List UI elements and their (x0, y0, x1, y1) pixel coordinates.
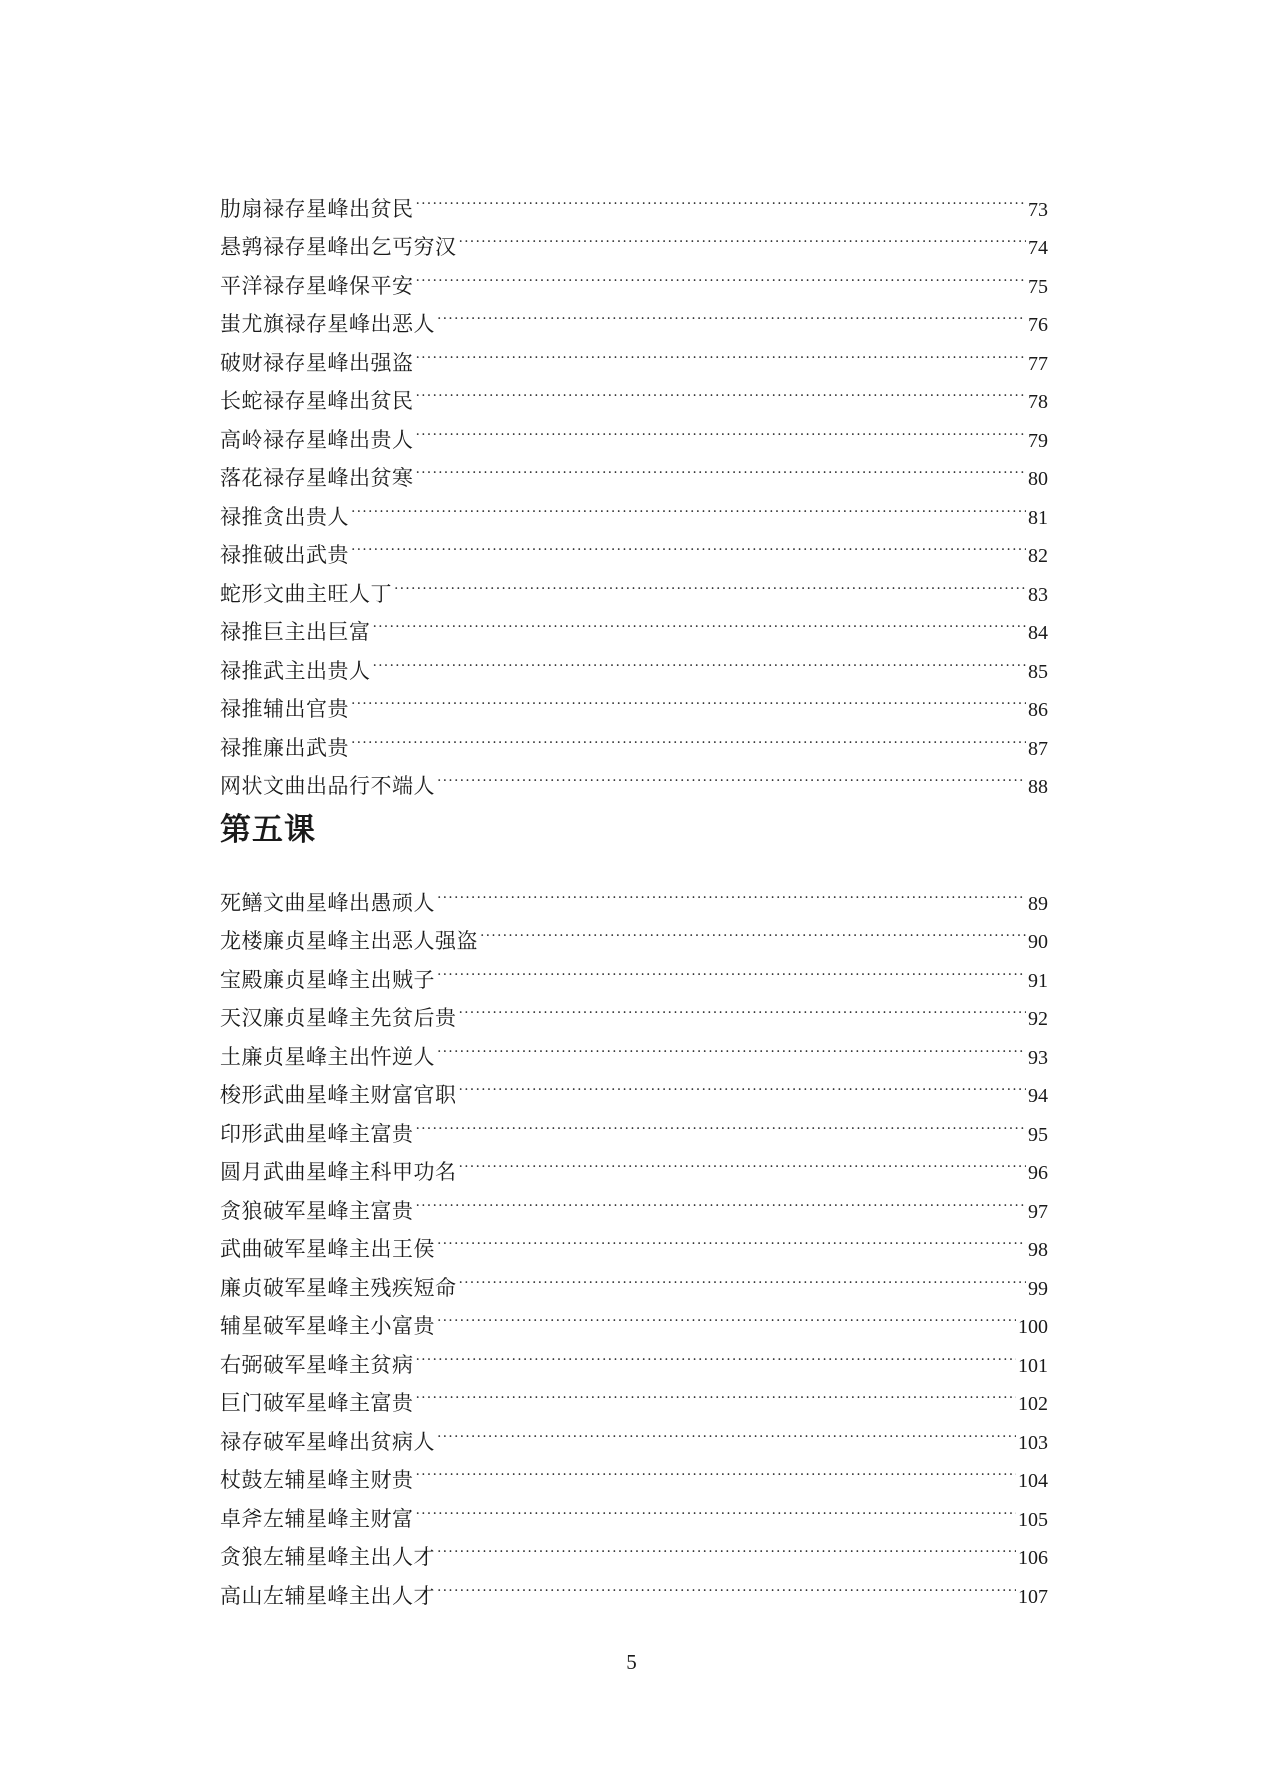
toc-entry[interactable] (220, 871, 1048, 915)
toc-entry-page-number: 87 (1028, 737, 1048, 760)
toc-entry-title: 辅星破军星峰主小富贵 (220, 1314, 435, 1338)
toc-entry-title: 长蛇禄存星峰出贫民 (220, 389, 414, 413)
toc-entry-title: 网状文曲出品行不端人 (220, 774, 435, 798)
toc-entry-page-number: 79 (1028, 429, 1048, 452)
toc-entry-title: 禄推巨主出巨富 (220, 620, 371, 644)
toc-entry-page-number: 106 (1018, 1547, 1048, 1569)
toc-entry-page-number: 104 (1018, 1470, 1048, 1492)
toc-entry-title: 禄推辅出官贵 (220, 697, 349, 721)
dot-leader (373, 601, 1027, 640)
toc-entry-page-number: 95 (1028, 1123, 1048, 1146)
page-number: 5 (626, 1650, 637, 1674)
toc-entry-page-number: 98 (1028, 1239, 1048, 1261)
dot-leader (416, 370, 1027, 409)
toc-entry-page-number: 73 (1028, 198, 1048, 221)
toc-entry-title: 贪狼破军星峰主富贵 (220, 1198, 414, 1223)
toc-entry-page-number: 75 (1028, 275, 1048, 298)
dot-leader (416, 254, 1027, 293)
toc-entry-page-number: 99 (1028, 1277, 1048, 1300)
dot-leader (459, 1064, 1027, 1103)
dot-leader (416, 1333, 1017, 1372)
toc-entry[interactable] (220, 177, 1048, 221)
dot-leader (437, 1564, 1016, 1603)
toc-entry-page-number: 84 (1028, 622, 1048, 644)
toc-entry-page-number: 77 (1028, 352, 1048, 375)
toc-entry-page-number: 76 (1028, 314, 1048, 336)
toc-entry-page-number: 81 (1028, 506, 1048, 529)
toc-entry-title: 武曲破军星峰主出王侯 (220, 1237, 435, 1261)
dot-leader (351, 485, 1026, 524)
dot-leader (437, 948, 1026, 987)
dot-leader (373, 639, 1027, 678)
dot-leader (416, 177, 1027, 216)
dot-leader (437, 755, 1026, 794)
toc-entry-page-number: 89 (1028, 892, 1048, 915)
dot-leader (437, 293, 1026, 332)
toc-entry-title: 死鳝文曲星峰出愚顽人 (220, 890, 435, 915)
dot-leader (351, 716, 1026, 755)
dot-leader (437, 1295, 1016, 1334)
toc-entry-title: 落花禄存星峰出贫寒 (220, 466, 414, 490)
toc-entry-title: 卓斧左辅星峰主财富 (220, 1506, 414, 1531)
dot-leader (459, 1256, 1027, 1295)
toc-entry-page-number: 96 (1028, 1162, 1048, 1184)
toc-entry-page-number: 93 (1028, 1046, 1048, 1069)
toc-entry-title: 印形武曲星峰主富贵 (220, 1121, 414, 1146)
toc-entry-page-number: 88 (1028, 776, 1048, 798)
toc-entry-title: 巨门破军星峰主富贵 (220, 1391, 414, 1415)
dot-leader (459, 987, 1027, 1026)
toc-entry-title: 禄推贪出贵人 (220, 504, 349, 529)
dot-leader (437, 1218, 1026, 1257)
toc-entry-page-number: 83 (1028, 583, 1048, 606)
toc-entry-title: 天汉廉贞星峰主先贫后贵 (220, 1006, 457, 1030)
dot-leader (437, 1025, 1026, 1064)
toc-entry-title: 杖鼓左辅星峰主财贵 (220, 1468, 414, 1492)
toc-entry-title: 禄推破出武贵 (220, 543, 349, 567)
toc-entry-title: 禄存破军星峰出贫病人 (220, 1429, 435, 1454)
dot-leader (459, 216, 1027, 255)
dot-leader (416, 1102, 1027, 1141)
dot-leader (416, 1487, 1017, 1526)
toc-entry-page-number: 100 (1018, 1316, 1048, 1338)
dot-leader (437, 871, 1026, 910)
toc-entry-title: 右弼破军星峰主贫病 (220, 1352, 414, 1377)
toc-entry-page-number: 82 (1028, 545, 1048, 567)
dot-leader (351, 524, 1026, 563)
toc-entry-title: 圆月武曲星峰主科甲功名 (220, 1160, 457, 1184)
toc-entry-title: 禄推廉出武贵 (220, 735, 349, 760)
toc-entry-title: 禄推武主出贵人 (220, 658, 371, 683)
toc-entry-title: 梭形武曲星峰主财富官职 (220, 1083, 457, 1107)
toc-entry-page-number: 90 (1028, 931, 1048, 953)
toc-entry-page-number: 97 (1028, 1200, 1048, 1223)
toc-entry-title: 龙楼廉贞星峰主出恶人强盗 (220, 929, 478, 953)
toc-entry-page-number: 101 (1018, 1354, 1048, 1377)
toc-entry-page-number: 86 (1028, 699, 1048, 721)
toc-entry-title: 悬鹑禄存星峰出乞丐穷汉 (220, 235, 457, 259)
toc-entry-title: 土廉贞星峰主出忤逆人 (220, 1044, 435, 1069)
toc-entry-title: 廉贞破军星峰主残疾短命 (220, 1275, 457, 1300)
dot-leader (416, 1179, 1027, 1218)
toc-entry-page-number: 78 (1028, 391, 1048, 413)
toc-entry-page-number: 91 (1028, 969, 1048, 992)
dot-leader (416, 408, 1027, 447)
dot-leader (416, 1449, 1017, 1488)
section-heading: 第五课 (220, 812, 316, 848)
dot-leader (394, 562, 1026, 601)
dot-leader (416, 1372, 1017, 1411)
dot-leader (416, 331, 1027, 370)
toc-entry-page-number: 105 (1018, 1508, 1048, 1531)
toc-entry-title: 蚩尤旗禄存星峰出恶人 (220, 312, 435, 336)
toc-entry-page-number: 80 (1028, 468, 1048, 490)
toc-entry-title: 贪狼左辅星峰主出人才 (220, 1545, 435, 1569)
toc-entry-title: 平洋禄存星峰保平安 (220, 273, 414, 298)
dot-leader (437, 1410, 1016, 1449)
dot-leader (416, 447, 1027, 486)
toc-list-part-2 (220, 871, 1048, 1608)
toc-entry-page-number: 74 (1028, 237, 1048, 259)
toc-entry-page-number: 85 (1028, 660, 1048, 683)
toc-entry-title: 宝殿廉贞星峰主出贼子 (220, 967, 435, 992)
toc-entry-title: 高山左辅星峰主出人才 (220, 1583, 435, 1608)
toc-entry-page-number: 102 (1018, 1393, 1048, 1415)
toc-entry-page-number: 107 (1018, 1585, 1048, 1608)
dot-leader (459, 1141, 1027, 1180)
toc-entry-title: 肋扇禄存星峰出贫民 (220, 196, 414, 221)
toc-entry-page-number: 94 (1028, 1085, 1048, 1107)
dot-leader (351, 678, 1026, 717)
toc-entry-title: 蛇形文曲主旺人丁 (220, 581, 392, 606)
toc-entry-page-number: 92 (1028, 1008, 1048, 1030)
dot-leader (480, 910, 1026, 949)
toc-entry-page-number: 103 (1018, 1431, 1048, 1454)
toc-entry-title: 破财禄存星峰出强盗 (220, 350, 414, 375)
toc-list-part-1 (220, 177, 1048, 798)
dot-leader (437, 1526, 1016, 1565)
toc-entry-title: 高岭禄存星峰出贵人 (220, 427, 414, 452)
